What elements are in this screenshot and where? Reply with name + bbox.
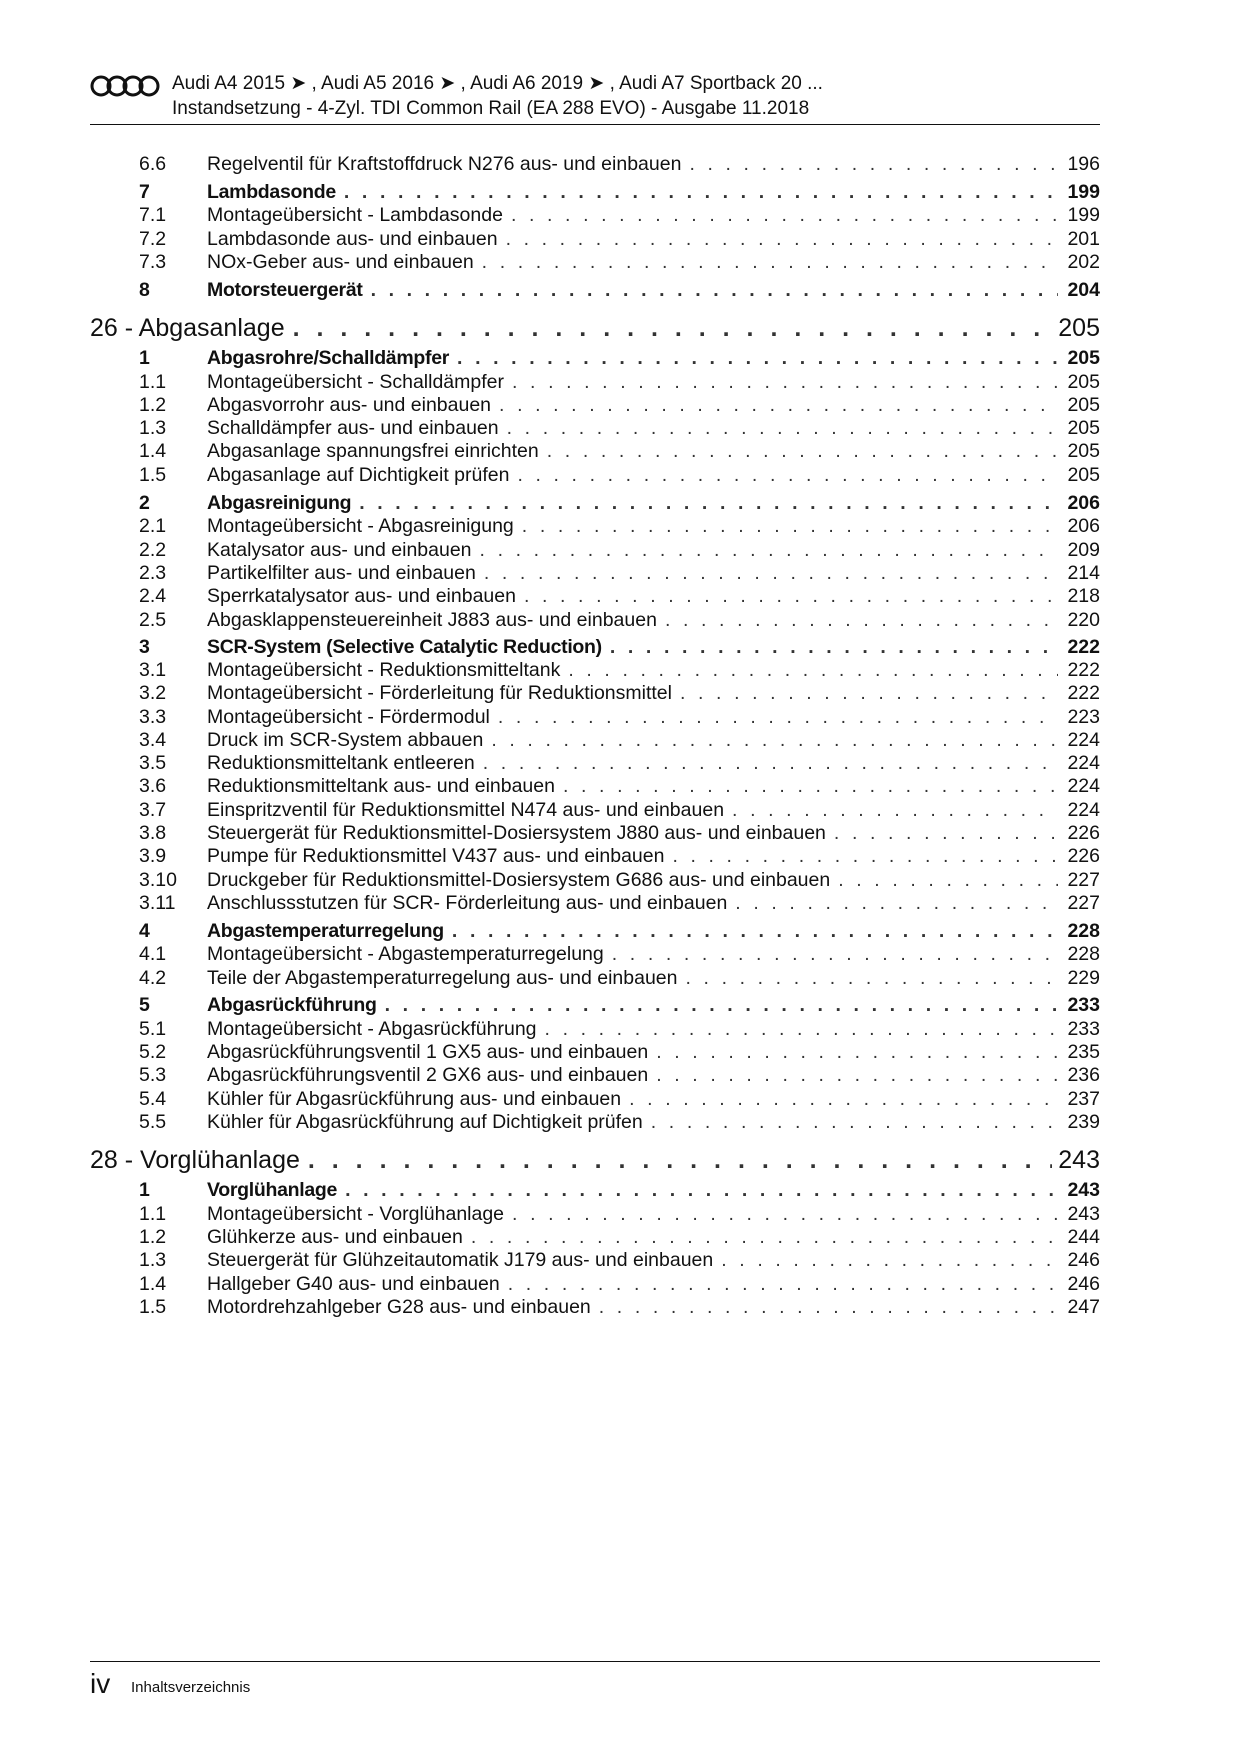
toc-entry-title: Abgasrückführungsventil 2 GX6 aus- und einbauen [207, 1063, 649, 1086]
toc-dot-leader [344, 181, 1058, 204]
toc-entry-title: Partikelfilter aus- und einbauen [207, 561, 476, 584]
toc-dot-leader [498, 706, 1058, 729]
toc-entry-page: 226 [1067, 844, 1100, 867]
toc-dot-leader [672, 845, 1058, 868]
toc-entry-page: 229 [1067, 966, 1100, 989]
toc-section-row[interactable] [90, 1179, 1100, 1202]
toc-subsection-row[interactable] [90, 682, 1100, 705]
toc-entry-number: 1.3 [139, 416, 167, 439]
toc-entry-number: 3.10 [139, 868, 177, 891]
toc-entry-title: Steuergerät für Glühzeitautomatik J179 aus- und einbauen [207, 1248, 714, 1271]
toc-entry-page: 244 [1067, 1225, 1100, 1248]
toc-dot-leader [735, 892, 1058, 915]
toc-dot-leader [482, 251, 1058, 274]
toc-entry-page: 222 [1067, 635, 1100, 658]
toc-subsection-row[interactable] [90, 515, 1100, 538]
toc-entry-title: Pumpe für Reduktionsmittel V437 aus- und einbauen [207, 844, 665, 867]
header-divider [90, 124, 1100, 125]
toc-subsection-row[interactable] [90, 1203, 1100, 1226]
toc-entry-page: 227 [1067, 891, 1100, 914]
toc-dot-leader [563, 775, 1058, 798]
toc-dot-leader [452, 920, 1058, 943]
toc-entry-title: 26 - Abgasanlage [90, 313, 285, 342]
toc-entry-number: 1.1 [139, 1202, 167, 1225]
toc-entry-number: 5.4 [139, 1087, 167, 1110]
toc-dot-leader [511, 204, 1058, 227]
toc-dot-leader [568, 659, 1058, 682]
toc-entry-page: 228 [1067, 942, 1100, 965]
toc-entry-title: Abgasrückführung [207, 993, 377, 1016]
toc-entry-number: 1.2 [139, 393, 167, 416]
toc-entry-number: 3 [139, 635, 150, 658]
toc-dot-leader [499, 394, 1058, 417]
toc-dot-leader [512, 1203, 1058, 1226]
toc-dot-leader [507, 417, 1058, 440]
toc-entry-title: Lambdasonde aus- und einbauen [207, 227, 498, 250]
toc-entry-title: Abgasrohre/Schalldämpfer [207, 346, 450, 369]
toc-subsection-row[interactable] [90, 417, 1100, 440]
toc-entry-page: 222 [1067, 658, 1100, 681]
toc-entry-number: 7.2 [139, 227, 167, 250]
toc-subsection-row[interactable] [90, 659, 1100, 682]
toc-entry-number: 5.5 [139, 1110, 167, 1133]
toc-dot-leader [345, 1179, 1058, 1202]
toc-entry-title: Abgastemperaturregelung [207, 919, 444, 942]
toc-subsection-row[interactable] [90, 943, 1100, 966]
toc-subsection-row[interactable] [90, 1041, 1100, 1064]
toc-entry-number: 3.8 [139, 821, 167, 844]
toc-entry-number: 4.1 [139, 942, 167, 965]
toc-entry-page: 206 [1067, 491, 1100, 514]
toc-entry-title: SCR-System (Selective Catalytic Reduction) [207, 635, 602, 658]
toc-subsection-row[interactable] [90, 464, 1100, 487]
toc-entry-page: 247 [1067, 1295, 1100, 1318]
toc-subsection-row[interactable] [90, 775, 1100, 798]
toc-section-row[interactable] [90, 636, 1100, 659]
toc-entry-title: Anschlussstutzen für SCR- Förderleitung aus- und einbauen [207, 891, 728, 914]
toc-subsection-row[interactable] [90, 1296, 1100, 1319]
toc-entry-title: Abgasrückführungsventil 1 GX5 aus- und einbauen [207, 1040, 649, 1063]
toc-entry-title: Motordrehzahlgeber G28 aus- und einbauen [207, 1295, 591, 1318]
toc-subsection-row[interactable] [90, 822, 1100, 845]
toc-subsection-row[interactable] [90, 706, 1100, 729]
toc-entry-title: Motorsteuergerät [207, 278, 363, 301]
toc-subsection-row[interactable] [90, 892, 1100, 915]
toc-dot-leader [547, 440, 1058, 463]
toc-entry-title: Glühkerze aus- und einbauen [207, 1225, 463, 1248]
toc-entry-page: 209 [1067, 538, 1100, 561]
toc-entry-number: 1.5 [139, 1295, 167, 1318]
toc-dot-leader [838, 869, 1058, 892]
toc-entry-number: 5.1 [139, 1017, 167, 1040]
toc-entry-page: 226 [1067, 821, 1100, 844]
toc-entry-title: Reduktionsmitteltank aus- und einbauen [207, 774, 555, 797]
toc-subsection-row[interactable] [90, 204, 1100, 227]
toc-dot-leader [545, 1018, 1058, 1041]
toc-entry-page: 243 [1058, 1145, 1100, 1174]
toc-entry-title: Abgasvorrohr aus- und einbauen [207, 393, 492, 416]
toc-entry-page: 237 [1067, 1087, 1100, 1110]
toc-entry-title: Montageübersicht - Schalldämpfer [207, 370, 504, 393]
toc-entry-title: Reduktionsmitteltank entleeren [207, 751, 475, 774]
toc-dot-leader [293, 314, 1053, 343]
toc-entry-page: 205 [1058, 313, 1100, 342]
toc-entry-page: 214 [1067, 561, 1100, 584]
toc-dot-leader [484, 562, 1058, 585]
toc-dot-leader [506, 228, 1058, 251]
toc-entry-number: 4 [139, 919, 150, 942]
toc-entry-page: 222 [1067, 681, 1100, 704]
toc-entry-number: 3.3 [139, 705, 167, 728]
toc-entry-number: 5.3 [139, 1063, 167, 1086]
toc-entry-title: Kühler für Abgasrückführung auf Dichtigkeit prüfen [207, 1110, 643, 1133]
toc-subsection-row[interactable] [90, 585, 1100, 608]
toc-entry-page: 233 [1067, 993, 1100, 1016]
toc-entry-page: 233 [1067, 1017, 1100, 1040]
toc-subsection-row[interactable] [90, 967, 1100, 990]
toc-chapter-row[interactable] [90, 1146, 1100, 1175]
toc-entry-title: Montageübersicht - Vorglühanlage [207, 1202, 505, 1225]
toc-subsection-row[interactable] [90, 228, 1100, 251]
toc-entry-number: 1 [139, 346, 150, 369]
toc-entry-number: 7.3 [139, 250, 167, 273]
toc-entry-page: 205 [1067, 346, 1100, 369]
toc-entry-page: 227 [1067, 868, 1100, 891]
toc-section-row[interactable] [90, 279, 1100, 302]
toc-entry-number: 3.5 [139, 751, 167, 774]
toc-entry-number: 1.1 [139, 370, 167, 393]
toc-entry-number: 3.11 [139, 891, 176, 914]
toc-entry-number: 2.3 [139, 561, 167, 584]
toc-entry-page: 236 [1067, 1063, 1100, 1086]
toc-entry-page: 206 [1067, 514, 1100, 537]
toc-entry-title: Kühler für Abgasrückführung aus- und einbauen [207, 1087, 622, 1110]
toc-entry-title: Schalldämpfer aus- und einbauen [207, 416, 499, 439]
toc-entry-title: Abgasklappensteuereinheit J883 aus- und einbauen [207, 608, 657, 631]
toc-dot-leader [512, 371, 1058, 394]
four-rings-logo-icon [90, 74, 160, 98]
toc-entry-page: 199 [1067, 180, 1100, 203]
toc-entry-page: 243 [1067, 1202, 1100, 1225]
toc-dot-leader [656, 1064, 1058, 1087]
toc-entry-page: 196 [1067, 152, 1100, 175]
toc-dot-leader [732, 799, 1058, 822]
toc-entry-title: Montageübersicht - Fördermodul [207, 705, 490, 728]
toc-subsection-row[interactable] [90, 845, 1100, 868]
toc-dot-leader [308, 1146, 1052, 1175]
footer-page-number: iv [90, 1668, 111, 1699]
toc-entry-title: Lambdasonde [207, 180, 336, 203]
toc-subsection-row[interactable] [90, 1088, 1100, 1111]
toc-dot-leader [721, 1249, 1058, 1272]
toc-subsection-row[interactable] [90, 562, 1100, 585]
toc-entry-number: 1.4 [139, 1272, 167, 1295]
toc-dot-leader [457, 347, 1058, 370]
toc-dot-leader [480, 539, 1058, 562]
toc-entry-title: Abgasanlage auf Dichtigkeit prüfen [207, 463, 510, 486]
toc-entry-page: 205 [1067, 416, 1100, 439]
toc-dot-leader [385, 994, 1058, 1017]
toc-entry-number: 3.7 [139, 798, 167, 821]
toc-entry-number: 6.6 [139, 152, 167, 175]
toc-subsection-row[interactable] [90, 394, 1100, 417]
toc-entry-number: 1.5 [139, 463, 167, 486]
toc-dot-leader [524, 585, 1058, 608]
toc-entry-number: 1.4 [139, 439, 167, 462]
toc-chapter-row[interactable] [90, 314, 1100, 343]
toc-entry-title: Montageübersicht - Lambdasonde [207, 203, 503, 226]
toc-dot-leader [686, 967, 1059, 990]
toc-subsection-row[interactable] [90, 1273, 1100, 1296]
toc-dot-leader [629, 1088, 1058, 1111]
toc-entry-page: 239 [1067, 1110, 1100, 1133]
toc-entry-page: 204 [1067, 278, 1100, 301]
toc-subsection-row[interactable] [90, 799, 1100, 822]
toc-entry-title: Druckgeber für Reduktionsmittel-Dosiersystem G686 aus- und einbauen [207, 868, 831, 891]
toc-subsection-row[interactable] [90, 752, 1100, 775]
toc-section-row[interactable] [90, 492, 1100, 515]
toc-dot-leader [834, 822, 1058, 845]
toc-entry-number: 2.2 [139, 538, 167, 561]
toc-entry-title: Katalysator aus- und einbauen [207, 538, 472, 561]
toc-entry-number: 8 [139, 278, 150, 301]
toc-entry-page: 235 [1067, 1040, 1100, 1063]
toc-entry-page: 224 [1067, 751, 1100, 774]
toc-section-row[interactable] [90, 181, 1100, 204]
toc-dot-leader [612, 943, 1058, 966]
header-vehicle-models: Audi A4 2015 ➤ , Audi A5 2016 ➤ , Audi A6 2019 ➤ , Audi A7 Sportback 20 ... [172, 73, 823, 94]
toc-entry-title: Einspritzventil für Reduktionsmittel N474 aus- und einbauen [207, 798, 725, 821]
toc-entry-number: 3.4 [139, 728, 167, 751]
toc-dot-leader [471, 1226, 1058, 1249]
toc-dot-leader [359, 492, 1058, 515]
toc-dot-leader [689, 153, 1058, 176]
toc-subsection-row[interactable] [90, 440, 1100, 463]
toc-entry-page: 224 [1067, 774, 1100, 797]
toc-dot-leader [665, 609, 1058, 632]
toc-entry-number: 2 [139, 491, 150, 514]
toc-entry-page: 224 [1067, 798, 1100, 821]
toc-subsection-row[interactable] [90, 539, 1100, 562]
toc-subsection-row[interactable] [90, 1018, 1100, 1041]
toc-entry-title: Steuergerät für Reduktionsmittel-Dosiersystem J880 aus- und einbauen [207, 821, 826, 844]
toc-entry-title: 28 - Vorglühanlage [90, 1145, 300, 1174]
toc-dot-leader [651, 1111, 1058, 1134]
toc-entry-title: Sperrkatalysator aus- und einbauen [207, 584, 516, 607]
toc-entry-number: 3.9 [139, 844, 167, 867]
toc-entry-title: Druck im SCR-System abbauen [207, 728, 484, 751]
toc-entry-title: Regelventil für Kraftstoffdruck N276 aus- und einbauen [207, 152, 682, 175]
toc-entry-page: 228 [1067, 919, 1100, 942]
toc-entry-number: 1 [139, 1178, 150, 1201]
toc-entry-number: 1.2 [139, 1225, 167, 1248]
toc-entry-page: 220 [1067, 608, 1100, 631]
toc-entry-number: 2.1 [139, 514, 167, 537]
toc-entry-title: Abgasreinigung [207, 491, 352, 514]
footer-divider [90, 1661, 1100, 1662]
toc-entry-number: 7 [139, 180, 150, 203]
toc-entry-title: Hallgeber G40 aus- und einbauen [207, 1272, 500, 1295]
toc-entry-number: 5.2 [139, 1040, 167, 1063]
toc-subsection-row[interactable] [90, 729, 1100, 752]
toc-dot-leader [508, 1273, 1058, 1296]
header-manual-title: Instandsetzung - 4-Zyl. TDI Common Rail (EA 288 EVO) - Ausgabe 11.2018 [172, 98, 810, 119]
toc-entry-title: Montageübersicht - Abgastemperaturregelung [207, 942, 604, 965]
toc-dot-leader [522, 515, 1058, 538]
toc-entry-page: 201 [1067, 227, 1100, 250]
toc-subsection-row[interactable] [90, 1226, 1100, 1249]
toc-entry-page: 223 [1067, 705, 1100, 728]
toc-entry-number: 3.6 [139, 774, 167, 797]
toc-entry-number: 2.5 [139, 608, 167, 631]
toc-entry-number: 3.2 [139, 681, 167, 704]
toc-entry-page: 218 [1067, 584, 1100, 607]
toc-entry-number: 2.4 [139, 584, 167, 607]
toc-subsection-row[interactable] [90, 1064, 1100, 1087]
toc-subsection-row[interactable] [90, 609, 1100, 632]
toc-entry-title: Vorglühanlage [207, 1178, 338, 1201]
toc-entry-page: 246 [1067, 1272, 1100, 1295]
toc-entry-title: Montageübersicht - Abgasrückführung [207, 1017, 537, 1040]
toc-entry-number: 1.3 [139, 1248, 167, 1271]
toc-section-row[interactable] [90, 994, 1100, 1017]
toc-entry-number: 7.1 [139, 203, 167, 226]
toc-dot-leader [599, 1296, 1058, 1319]
toc-subsection-row[interactable] [90, 1111, 1100, 1134]
toc-entry-page: 205 [1067, 439, 1100, 462]
toc-entry-title: NOx-Geber aus- und einbauen [207, 250, 474, 273]
toc-entry-page: 205 [1067, 463, 1100, 486]
toc-subsection-row[interactable] [90, 1249, 1100, 1272]
toc-subsection-row[interactable] [90, 251, 1100, 274]
toc-entry-number: 3.1 [139, 658, 167, 681]
toc-entry-number: 4.2 [139, 966, 167, 989]
toc-dot-leader [371, 279, 1058, 302]
toc-section-row[interactable] [90, 920, 1100, 943]
toc-entry-title: Teile der Abgastemperaturregelung aus- und einbauen [207, 966, 678, 989]
toc-entry-title: Montageübersicht - Reduktionsmitteltank [207, 658, 561, 681]
footer-label: Inhaltsverzeichnis [131, 1679, 251, 1696]
toc-dot-leader [517, 464, 1058, 487]
toc-dot-leader [491, 729, 1058, 752]
toc-entry-title: Montageübersicht - Abgasreinigung [207, 514, 514, 537]
toc-entry-page: 202 [1067, 250, 1100, 273]
toc-section-row[interactable] [90, 347, 1100, 370]
toc-dot-leader [680, 682, 1058, 705]
toc-dot-leader [656, 1041, 1058, 1064]
toc-entry-page: 205 [1067, 393, 1100, 416]
toc-entry-title: Abgasanlage spannungsfrei einrichten [207, 439, 539, 462]
toc-subsection-row[interactable] [90, 153, 1100, 176]
toc-subsection-row[interactable] [90, 869, 1100, 892]
toc-dot-leader [483, 752, 1058, 775]
toc-entry-page: 246 [1067, 1248, 1100, 1271]
toc-entry-page: 224 [1067, 728, 1100, 751]
toc-entry-title: Montageübersicht - Förderleitung für Reduktionsmittel [207, 681, 672, 704]
toc-entry-page: 243 [1067, 1178, 1100, 1201]
toc-dot-leader [610, 636, 1058, 659]
toc-entry-page: 199 [1067, 203, 1100, 226]
toc-entry-number: 5 [139, 993, 150, 1016]
toc-entry-page: 205 [1067, 370, 1100, 393]
toc-subsection-row[interactable] [90, 371, 1100, 394]
